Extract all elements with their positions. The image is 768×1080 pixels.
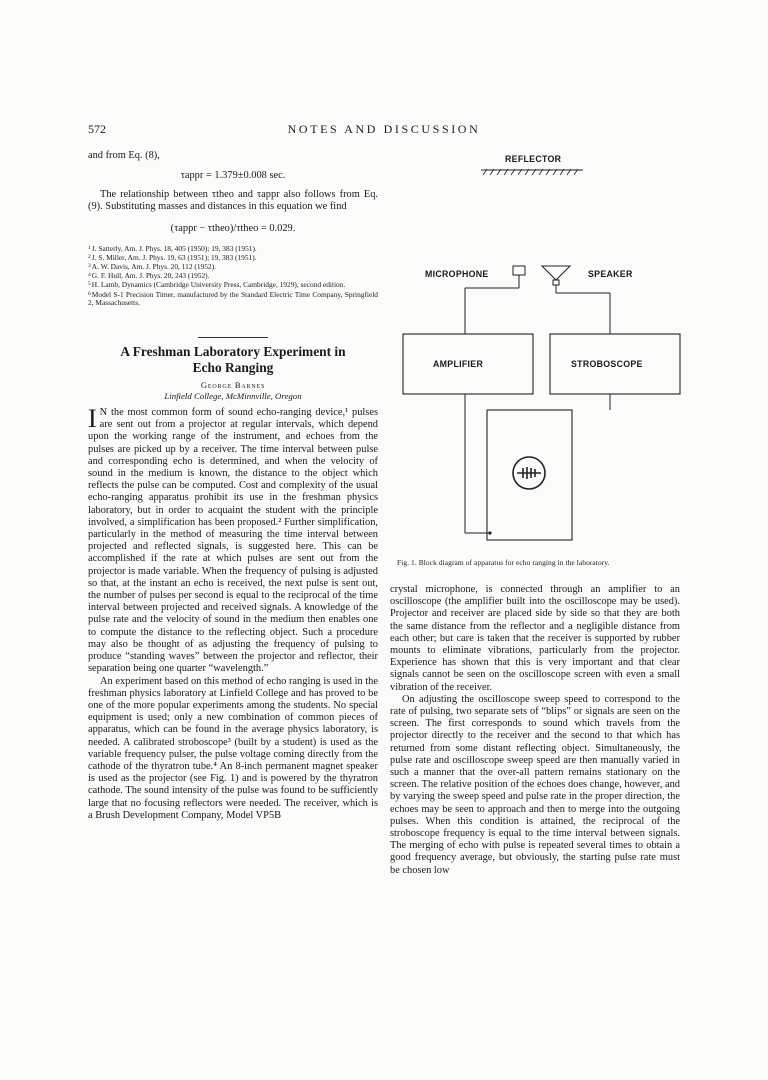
author-affiliation: Linfield College, McMinnville, Oregon xyxy=(164,391,302,402)
footnote: $^3$A. W. Davis, Am. J. Phys. 20, 112 (1952). xyxy=(88,262,216,272)
footnote: $^1$J. Satterly, Am. J. Phys. 18, 405 (1950); 19, 383 (1951). xyxy=(88,243,257,253)
microphone-label: MICROPHONE xyxy=(425,269,489,279)
equation-1: τappr = 1.379±0.008 sec. xyxy=(180,170,286,182)
amplifier-label: AMPLIFIER xyxy=(433,359,484,369)
page-number: 572 xyxy=(88,122,106,136)
drop-cap: I xyxy=(88,404,97,434)
footnote: $^4$G. F. Hull, Am. J. Phys. 20, 243 (1952). xyxy=(88,271,210,281)
paragraph-sweep: On adjusting the oscilloscope sweep speed to correspond to the rate of pulsing, two separate sets of “blips” or signals are seen on the screen. The first corresponds to sound which travels from the projector directly to the receiver and the second to that which has returned from some distant reflecting object. Simultaneously, the pulse rate and oscilloscope sweep speed are then manually varied in such a manner that the over-all pattern remains stationary on the screen. The relative position of the echoes does change, however, and by varying the sweep speed and pulse rate in the proper direction, the echoes may be seen to approach and then to merge into the outgoing pulses. When this condition is attained, the reciprocal of the stroboscope frequency is equal to the time interval between signals. The merging of echo with pulse is repeated several times to obtain a good frequency average, but obviously, the starting pulse rate must be chosen low xyxy=(390,693,680,876)
reflector-label: REFLECTOR xyxy=(505,154,562,164)
oscilloscope-blips xyxy=(517,467,541,479)
left-column xyxy=(88,150,378,822)
equation-2: (τappr − τtheo)/τtheo = 0.029. xyxy=(170,222,296,234)
running-title: NOTES AND DISCUSSION xyxy=(287,122,481,136)
paragraph-relationship: The relationship between τtheo and τappr also follows from Eq. (9). Substituting masses and distances in this equation we find xyxy=(88,189,378,213)
intro-line: and from Eq. (8), xyxy=(88,150,160,161)
footnote: $^2$J. S. Miller, Am. J. Phys. 19, 63 (1951); 19, 383 (1951). xyxy=(88,252,257,262)
speaker-label: SPEAKER xyxy=(588,269,633,279)
article-title-line-2: Echo Ranging xyxy=(192,360,274,376)
figure-caption: Fig. 1. Block diagram of apparatus for echo ranging in the laboratory. xyxy=(397,558,610,567)
paragraph-experiment: An experiment based on this method of echo ranging is used in the freshman physics laboratory at Linfield College and has proved to be one of the more popular experiments among the students. No special equipment is used; only a new combination of common pieces of apparatus, which can be found in the average physics laboratory, is needed. A calibrated stroboscope³ (built by a student) is used as the variable frequency pulser, the pulse voltage coming directly from the cathode of the thyratron tube.⁴ An 8-inch permanent magnet speaker is used as the projector (see Fig. 1) and is powered by the thyratron cathode. The sound intensity of the pulse was found to be sufficiently large that no focusing reflectors were needed. The receiver, which is a Brush Development Company, Model VP5B xyxy=(88,675,378,821)
page-header xyxy=(0,122,768,140)
oscilloscope-box xyxy=(487,410,572,540)
footnote: $^5$H. Lamb, Dynamics (Cambridge University Press, Cambridge, 1929), second edition. xyxy=(88,280,346,290)
speaker-symbol xyxy=(542,266,570,280)
right-column xyxy=(390,584,680,877)
author-name: George Barnes xyxy=(200,380,266,391)
stroboscope-label: STROBOSCOPE xyxy=(571,359,643,369)
paragraph-intro: I N the most common form of sound echo-ranging device,¹ pulses are sent out from a projector at regular intervals, which depend upon the working range of the instrument, and echoes from the pulses are picked up by a receiver. The time interval between pulse and corresponding echo is determined, and when the velocity of sound in the medium is known, the distance to the object which reflects the pulse can be computed. Cost and complexity of the usual echo-ranging apparatus prohibit its use in the freshman physics laboratory, but in order to acquaint the student with the principle involved, a simplification has been proposed.² Further simplification, particularly in the method of measuring the time interval between projected and reflected signals, is suggested here. This can be accomplished if the rate at which pulses are sent out from the projector is made variable. When the frequency of pulsing is adjusted so that, at the instant an echo is received, the next pulse is sent out, the number of pulses per second is equal to the reciprocal of the time interval between projected and received signals. A knowledge of the pulse rate and the velocity of sound in the medium then enables one to compute the distance to the reflecting object. Such a procedure may also be thought of as adjusting the frequency of pulsing to produce “standing waves” between the projector and reflector, their separation being one quarter “wavelength.” xyxy=(88,404,378,675)
section-divider xyxy=(198,337,268,338)
block-diagram-figure xyxy=(395,148,685,578)
footnote: $^6$Model S-1 Precision Timer, manufactured by the Standard Electric Time Company, Springfield 2, Massachusetts. xyxy=(88,289,378,307)
footnotes xyxy=(88,244,378,307)
block-diagram-drawing xyxy=(395,148,685,558)
article-title-line-1: A Freshman Laboratory Experiment in xyxy=(120,344,346,360)
microphone-symbol xyxy=(513,266,525,275)
paragraph-microphone: crystal microphone, is connected through an amplifier to an oscilloscope (the amplifier built into the oscilloscope may be used). Projector and receiver are placed side by side so that they are both the same distance from the reflector and a negligible distance from each other; but care is taken that the receiver is supported by rubber mounts to eliminate vibrations, particularly from the projector. Experience has shown that this is very important and that clear signals cannot be seen on the oscilloscope screen with even a small vibration of the receiver. xyxy=(390,584,680,693)
